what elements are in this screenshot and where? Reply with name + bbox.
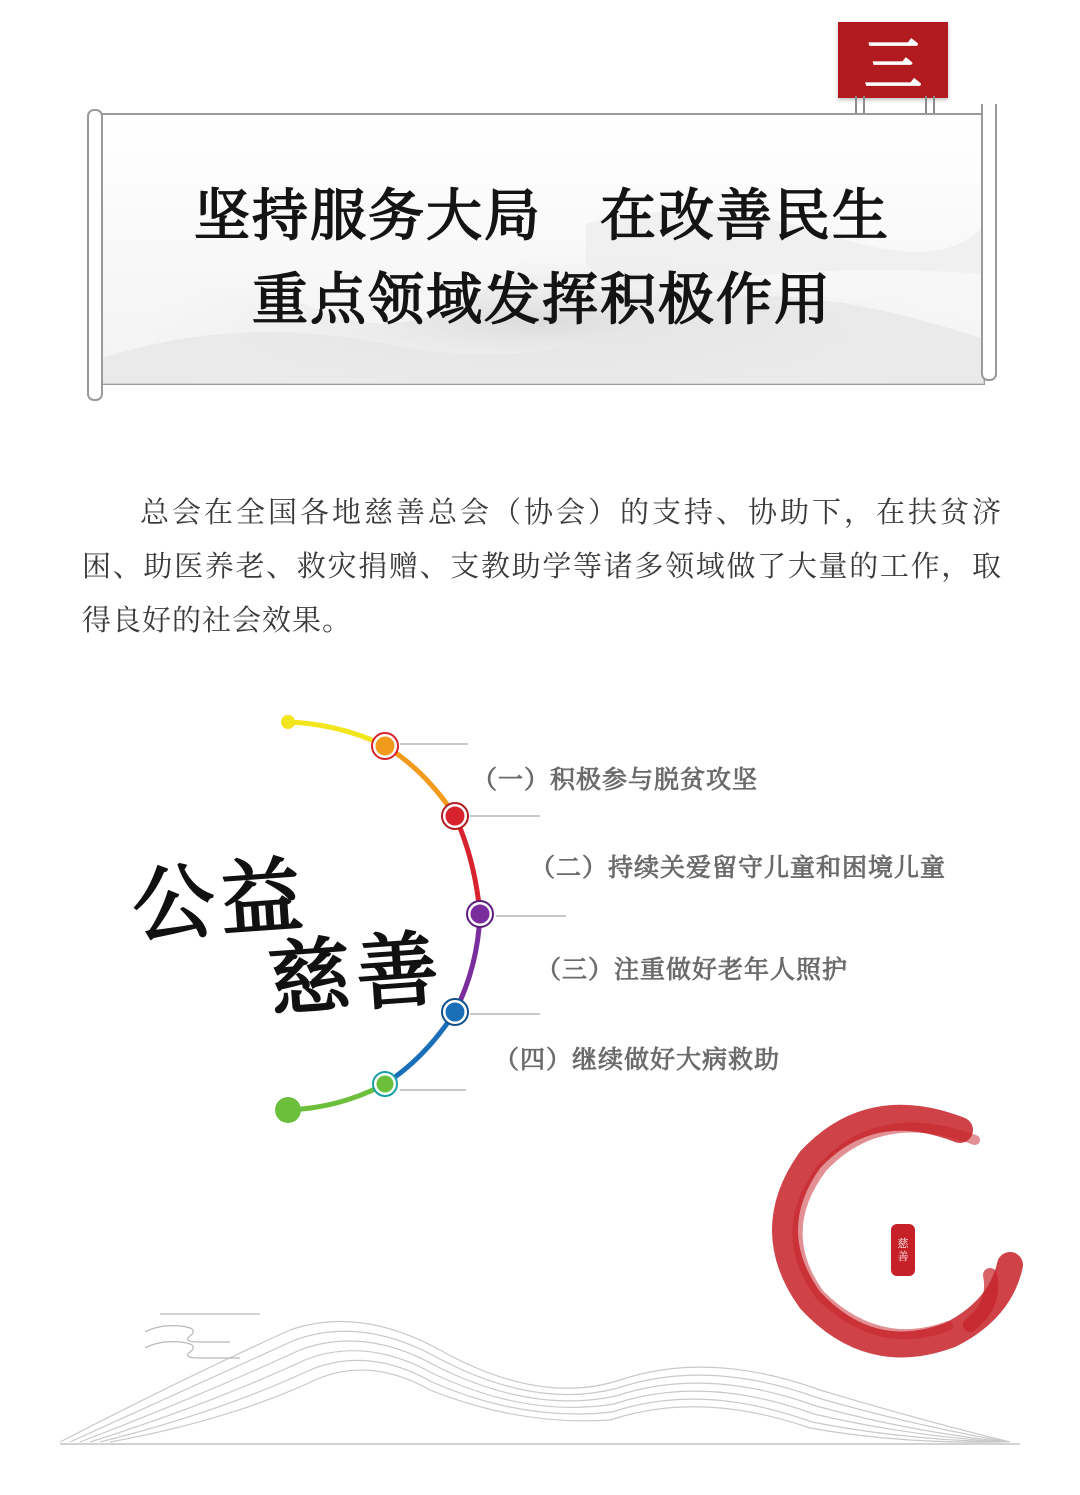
node-dot-2 bbox=[444, 805, 466, 827]
node-dot-3 bbox=[469, 903, 491, 925]
arc-segment-purple bbox=[455, 914, 480, 1012]
timeline-item-3: （三）注重做好老年人照护 bbox=[536, 955, 849, 984]
timeline-item-1: （一）积极参与脱贫攻坚 bbox=[472, 765, 759, 794]
timeline-item-2: （二）持续关爱留守儿童和困境儿童 bbox=[530, 853, 947, 882]
arc-segment-yellow bbox=[288, 722, 385, 746]
arc-segment-red bbox=[455, 816, 480, 914]
section-number: 三 bbox=[863, 31, 922, 99]
page-title bbox=[126, 174, 958, 342]
timeline-item-4: （四）继续做好大病救助 bbox=[494, 1045, 781, 1074]
intro-paragraph: 总会在全国各地慈善总会（协会）的支持、协助下，在扶贫济困、助医养老、救灾捐赠、支教助学等诸多领域做了大量的工作，取得良好的社会效果。 bbox=[82, 495, 1002, 637]
arc-segment-orange bbox=[385, 746, 455, 816]
charity-seal bbox=[891, 1224, 915, 1276]
title-scroll-banner bbox=[86, 104, 998, 404]
calligraphy-public-welfare: 公益 bbox=[129, 846, 312, 956]
arc-segment-green bbox=[288, 1084, 385, 1110]
section-number-badge bbox=[838, 22, 948, 98]
line-art-mountains-decoration bbox=[60, 1310, 1020, 1460]
calligraphy-charity: 慈善 bbox=[265, 920, 448, 1030]
node-dot-5 bbox=[375, 1074, 395, 1094]
title-line-2: 重点领域发挥积极作用 bbox=[252, 267, 832, 333]
title-line-1: 坚持服务大局 在改善民生 bbox=[194, 183, 890, 249]
seal-text: 慈 善 bbox=[897, 1237, 909, 1263]
arc-start-dot bbox=[281, 715, 295, 729]
arc-end-dot bbox=[275, 1097, 301, 1123]
node-dot-1 bbox=[374, 735, 396, 757]
